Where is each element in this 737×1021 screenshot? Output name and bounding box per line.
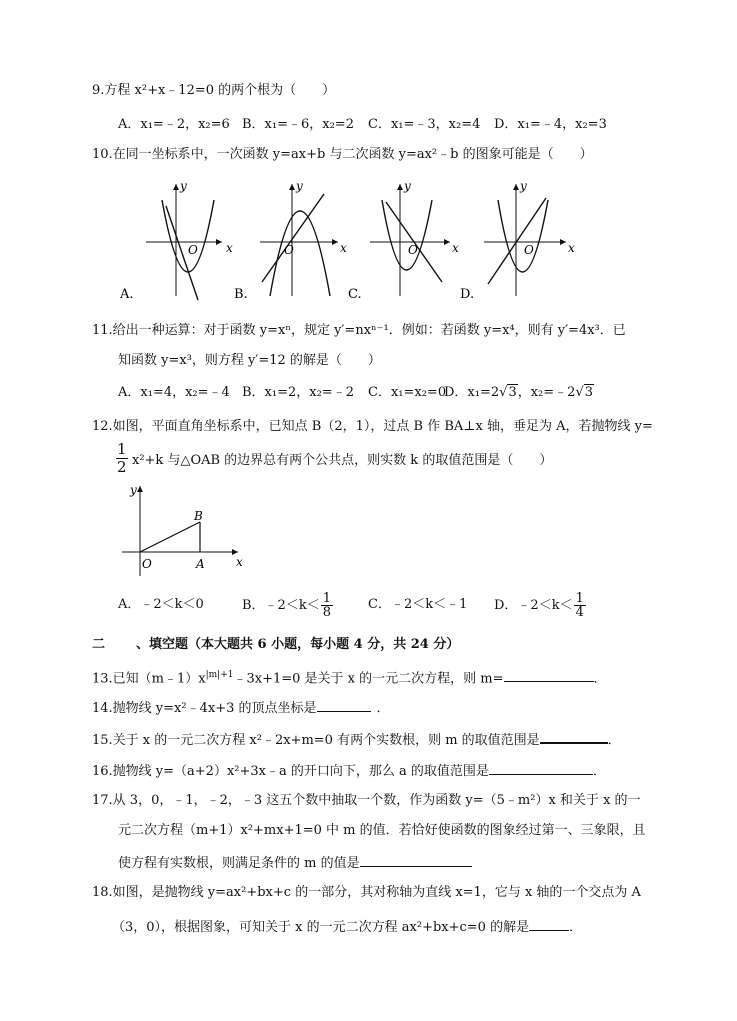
q10-graph-c-y-label: y <box>404 179 411 193</box>
q10-graph-a-y-label: y <box>180 179 187 193</box>
q13-pre: 13.已知（m﹣1）x <box>92 671 206 687</box>
q10-graph-d-origin-label: O <box>524 243 534 257</box>
q12-graph <box>118 480 250 580</box>
q14 <box>92 697 390 718</box>
q12-option-d <box>494 592 587 619</box>
q12-fraction-numerator: 1 <box>117 440 127 458</box>
q16-pre: 16.抛物线 y=（a+2）x²+3x﹣a 的开口向下，那么 a 的取值范围是 <box>92 764 489 779</box>
q18-line1: 18.如图，是抛物线 y=ax²+bx+c 的一部分，其对称轴为直线 x=1，它与 x 轴的一个交点为 A <box>92 885 641 900</box>
q10-graph-b <box>232 172 350 304</box>
q12-option-d-prefix: D．﹣2＜k＜ <box>494 598 573 613</box>
q12-option-b-prefix: B．﹣2＜k＜ <box>242 598 320 613</box>
q12-option-b-denominator: 8 <box>322 605 331 620</box>
q10-graph-d-x-label: x <box>568 241 575 255</box>
q10-graph-b-label: B. <box>234 287 248 302</box>
q15 <box>92 728 621 750</box>
q12-fraction <box>116 441 128 476</box>
q10-graph-b-origin-label: O <box>284 243 294 257</box>
q9-stem: 9.方程 x²+x﹣12=0 的两个根为（ ） <box>92 83 336 98</box>
q17-answer-blank[interactable] <box>360 852 472 867</box>
q12-option-b-numerator: 1 <box>322 591 331 606</box>
q11-option-d <box>444 384 594 402</box>
q11-option-b: B．x₁=2，x₂=﹣2 <box>242 385 354 400</box>
section-2-title: 、填空题（本大题共 6 小题，每小题 4 分，共 24 分） <box>136 637 460 652</box>
q11-option-d-prefix: D．x₁=2 <box>444 385 500 400</box>
q10-stem: 10.在同一坐标系中，一次函数 y=ax+b 与二次函数 y=ax²﹣b 的图象可能是（ ） <box>92 147 593 162</box>
q11-stem-line1: 11.给出一种运算：对于函数 y=xⁿ，规定 y′=nxⁿ⁻¹．例如：若函数 y=x⁴，则有 y′=4x³．已 <box>92 323 626 338</box>
q14-pre: 14.抛物线 y=x²﹣4x+3 的顶点坐标是 <box>92 701 317 716</box>
q11-option-d-mid: ，x₂=﹣2 <box>517 385 576 400</box>
q10-graph-c-origin-label: O <box>408 243 418 257</box>
q9-option-b: B．x₁=﹣6，x₂=2 <box>242 117 354 132</box>
q15-answer-blank[interactable] <box>540 728 608 744</box>
q11-option-d-sqrt-1: √3 <box>499 385 517 400</box>
q12-graph-x-label: x <box>236 555 243 569</box>
q16 <box>92 760 606 781</box>
q9-option-d: D．x₁=﹣4，x₂=3 <box>494 117 607 132</box>
q10-graph-d <box>458 172 580 304</box>
q12-stem-line2: x²+k 与△OAB 的边界总有两个公共点，则实数 k 的取值范围是（ ） <box>132 453 553 468</box>
q13-end: ． <box>593 671 607 687</box>
q11-option-d-radicand-2: 3 <box>584 385 594 400</box>
q18-answer-blank[interactable] <box>529 916 569 931</box>
q10-graph-c <box>346 172 464 304</box>
q12-option-a: A．﹣2＜k＜0 <box>118 597 204 612</box>
q12-stem-line1: 12.如图，平面直角坐标系中，已知点 B（2，1），过点 B 作 BA⊥x 轴，垂足为 A，若抛物线 y= <box>92 419 653 434</box>
q14-answer-blank[interactable] <box>317 697 371 712</box>
q12-option-d-numerator: 1 <box>575 591 584 606</box>
q17-line2: 元二次方程（m+1）x²+mx+1=0 中 m 的值．若恰好使函数的图象经过第一、三象限，且 <box>118 823 646 838</box>
q12-option-c: C．﹣2＜k＜﹣1 <box>368 597 468 612</box>
q12-fraction-denominator: 2 <box>117 458 127 476</box>
q10-graph-a-label: A. <box>120 287 134 302</box>
q11-option-d-radicand-1: 3 <box>508 385 517 400</box>
q16-answer-blank[interactable] <box>489 760 593 775</box>
q10-graph-b-y-label: y <box>296 179 303 193</box>
q15-end: ． <box>607 733 621 748</box>
q10-graph-d-y-label: y <box>520 179 527 193</box>
q11-option-c: C．x₁=x₂=0 <box>368 385 447 400</box>
q9-option-a: A．x₁=﹣2，x₂=6 <box>118 117 230 132</box>
q18-end: ． <box>569 920 583 935</box>
section-2-number: 二 <box>92 637 106 652</box>
q17-line1: 17.从 3，0，﹣1，﹣2，﹣3 这五个数中抽取一个数，作为函数 y=（5﹣m²）x 和关于 x 的一 <box>92 793 641 808</box>
q12-option-b <box>242 592 334 619</box>
q12-option-b-fraction <box>321 592 333 619</box>
q18-line2: （3，0），根据图象，可知关于 x 的一元二次方程 ax²+bx+c=0 的解是 <box>112 920 530 935</box>
q10-graph-c-x-label: x <box>452 241 459 255</box>
q12-option-d-fraction <box>574 592 586 619</box>
q11-option-d-sqrt-2: √3 <box>575 385 594 400</box>
q15-pre: 15.关于 x 的一元二次方程 x²﹣2x+m=0 有两个实数根，则 m 的取值范围是 <box>92 733 540 748</box>
q10-graph-b-x-label: x <box>340 241 347 255</box>
q17-line3: 使方程有实数根，则满足条件的 m 的值是 <box>118 856 360 871</box>
q13-answer-blank[interactable] <box>504 667 594 682</box>
q10-graph-a-x-label: x <box>226 241 233 255</box>
q9-option-c: C．x₁=﹣3，x₂=4 <box>368 117 481 132</box>
q12-graph-origin-label: O <box>142 557 152 571</box>
q10-graph-a-origin-label: O <box>188 243 198 257</box>
q13-exponent: |m|+1 <box>205 670 234 680</box>
q18-line2-wrap <box>112 916 582 937</box>
q12-graph-a-label: A <box>196 557 205 571</box>
q17-line3-wrap <box>118 852 472 873</box>
q10-graph-c-label: C. <box>348 287 362 302</box>
q10-graph-d-label: D. <box>460 287 475 302</box>
q11-stem-line2: 知函数 y=x³，则方程 y′=12 的解是（ ） <box>118 353 381 368</box>
q14-end: ． <box>376 701 390 716</box>
q12-option-d-denominator: 4 <box>575 605 584 620</box>
q12-graph-y-label: y <box>130 483 137 497</box>
q13 <box>92 666 607 688</box>
q10-graph-a <box>118 172 236 304</box>
q12-graph-b-label: B <box>194 509 203 523</box>
q16-end: ． <box>592 764 606 779</box>
q13-post: ﹣3x+1=0 是关于 x 的一元二次方程，则 m= <box>233 671 504 687</box>
q11-option-a: A．x₁=4，x₂=﹣4 <box>118 385 230 400</box>
